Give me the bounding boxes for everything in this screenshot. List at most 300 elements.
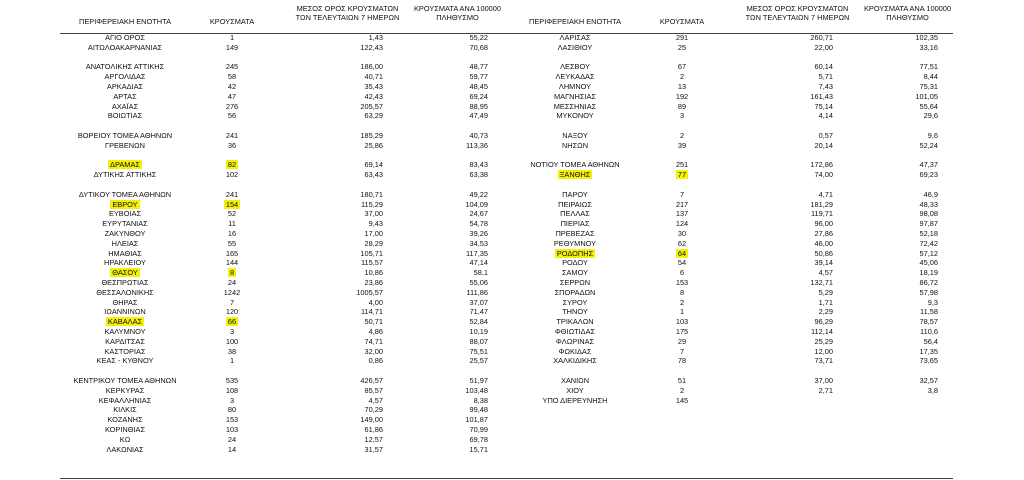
avg7-value-text: 96,29 [814, 317, 833, 327]
per100k-value [880, 170, 938, 179]
per100k-value [880, 239, 938, 248]
per100k-value [880, 62, 938, 71]
per100k-value-text: 78,57 [919, 317, 938, 327]
avg7-value [315, 170, 383, 179]
cases-value [652, 209, 712, 218]
cases-value [202, 337, 262, 346]
cases-value [652, 170, 712, 179]
per100k-value-text: 47,14 [469, 258, 488, 268]
avg7-value [315, 307, 383, 316]
avg7-value-text: 12,00 [814, 346, 833, 356]
cases-value [202, 288, 262, 297]
cases-value [202, 102, 262, 111]
per100k-value-text: 103,48 [465, 385, 488, 395]
table-row [60, 209, 510, 219]
per100k-value [880, 386, 938, 395]
avg7-value [315, 386, 383, 395]
region-name-text: ΘΗΡΑΣ [112, 297, 138, 307]
per100k-value-text: 3,8 [927, 385, 938, 395]
per100k-value [430, 386, 488, 395]
avg7-value-text: 7,43 [818, 82, 833, 91]
per100k-value [430, 258, 488, 267]
avg7-value [315, 356, 383, 365]
region-name-text: ΘΕΣΠΡΩΤΙΑΣ [101, 278, 149, 287]
cases-value [202, 356, 262, 365]
avg7-value-text: 4,86 [368, 327, 383, 336]
avg7-value [315, 209, 383, 218]
avg7-value-text: 60,14 [814, 62, 833, 72]
avg7-value-text: 74,71 [364, 336, 383, 346]
cases-value [202, 33, 262, 42]
per100k-value-text: 70,99 [469, 425, 488, 434]
table-row [60, 102, 510, 112]
region-name-text: ΒΟΡΕΙΟΥ ΤΟΜΕΑ ΑΘΗΝΩΝ [77, 131, 173, 140]
avg7-value [765, 307, 833, 316]
region-name-text: ΠΙΕΡΙΑΣ [560, 219, 590, 229]
region-name [60, 405, 190, 414]
cases-value-text: 42 [227, 82, 237, 91]
cases-value [202, 141, 262, 150]
cases-value [202, 415, 262, 424]
avg7-value-text: 20,14 [814, 140, 833, 150]
cases-value-text: 7 [679, 189, 685, 199]
avg7-value-text: 122,43 [360, 42, 383, 52]
per100k-value [430, 307, 488, 316]
region-name-text: ΚΩ [119, 434, 131, 444]
cases-value-text: 153 [675, 278, 689, 287]
cases-value [652, 376, 712, 385]
region-name-text: ΗΜΑΘΙΑΣ [108, 248, 142, 258]
table-row [60, 445, 510, 455]
per100k-value-text: 40,73 [469, 131, 488, 140]
avg7-value-text: 115,29 [360, 199, 383, 209]
avg7-value [315, 249, 383, 258]
cases-value-text: 103 [225, 425, 239, 434]
avg7-value-text: 260,71 [810, 33, 833, 42]
cases-value-text: 1 [229, 356, 235, 366]
region-name [510, 356, 640, 365]
header-avg7: ΜΕΣΟΣ ΟΡΟΣ ΚΡΟΥΣΜΑΤΩΝ ΤΩΝ ΤΕΛΕΥΤΑΙΩΝ 7 ΗΜΕΡΩΝ [745, 4, 850, 22]
region-name [510, 258, 640, 267]
cases-value-text: 39 [677, 140, 687, 150]
per100k-value [430, 435, 488, 444]
avg7-value-text: 149,00 [360, 415, 383, 425]
per100k-value-text: 52,84 [469, 317, 488, 327]
region-name [510, 141, 640, 150]
avg7-value-text: 39,14 [814, 258, 833, 268]
region-name [60, 190, 190, 199]
cases-value [202, 82, 262, 91]
cases-value-text: 62 [677, 238, 687, 248]
avg7-value [765, 219, 833, 228]
avg7-value [315, 92, 383, 101]
per100k-value-text: 75,51 [469, 346, 488, 356]
avg7-value-text: 161,43 [810, 91, 833, 101]
per100k-value-text: 24,67 [469, 209, 488, 219]
per100k-value [880, 376, 938, 385]
cases-value-text: 47 [227, 91, 237, 101]
avg7-value-text: 12,57 [364, 434, 383, 444]
cases-value [202, 190, 262, 199]
region-name-text: ΕΥΡΥΤΑΝΙΑΣ [102, 219, 148, 229]
table-row [60, 229, 510, 239]
per100k-value [880, 298, 938, 307]
avg7-value [765, 298, 833, 307]
region-name-text: ΝΗΣΩΝ [561, 140, 589, 150]
avg7-value [315, 102, 383, 111]
per100k-value [880, 92, 938, 101]
avg7-value-text: 172,86 [810, 160, 833, 170]
table-row [510, 258, 960, 268]
cases-value-text: 16 [227, 229, 237, 238]
cases-value [202, 200, 262, 209]
region-name-text: ΗΛΕΙΑΣ [111, 238, 139, 248]
cases-value [652, 386, 712, 395]
table-row [510, 62, 960, 72]
cases-value-text: 137 [675, 209, 689, 219]
per100k-value [430, 200, 488, 209]
avg7-value [315, 190, 383, 199]
per100k-value-text: 83,43 [469, 160, 488, 170]
table-row [60, 298, 510, 308]
per100k-value-text: 55,06 [469, 278, 488, 287]
table-row [60, 386, 510, 396]
per100k-value-text: 63,38 [469, 170, 488, 180]
per100k-value-text: 88,95 [469, 101, 488, 111]
region-name [510, 219, 640, 228]
avg7-value [315, 62, 383, 71]
region-name-text: ΣΠΟΡΑΔΩΝ [554, 287, 596, 297]
table-row [510, 386, 960, 396]
per100k-value-text: 10,19 [469, 327, 488, 336]
cases-value [652, 43, 712, 52]
avg7-value-text: 32,00 [364, 346, 383, 356]
table-row [60, 317, 510, 327]
region-name-text: ΛΑΚΩΝΙΑΣ [106, 444, 144, 454]
avg7-value [315, 376, 383, 385]
cases-value-text: 3 [229, 395, 235, 405]
table-row [60, 62, 510, 72]
per100k-value-text: 70,68 [469, 42, 488, 52]
avg7-value [765, 200, 833, 209]
avg7-value [315, 33, 383, 42]
avg7-value-text: 0,57 [818, 131, 833, 140]
table-row [60, 425, 510, 435]
cases-value [652, 317, 712, 326]
per100k-value-text: 97,87 [919, 219, 938, 229]
avg7-value-text: 115,57 [360, 258, 383, 268]
table-row [60, 72, 510, 82]
region-name-text: ΘΕΣΣΑΛΟΝΙΚΗΣ [96, 287, 154, 297]
per100k-value-text: 86,72 [919, 278, 938, 287]
avg7-value [765, 190, 833, 199]
region-name-text: ΛΑΡΙΣΑΣ [559, 33, 591, 42]
table-row [510, 278, 960, 288]
region-name [60, 249, 190, 258]
cases-value-text: 55 [227, 238, 237, 248]
region-name [60, 33, 190, 42]
cases-value-text: 1242 [223, 287, 241, 297]
per100k-value-text: 104,09 [465, 199, 488, 209]
per100k-value-text: 113,36 [465, 140, 488, 150]
region-name-text: ΜΑΓΝΗΣΙΑΣ [554, 91, 596, 101]
per100k-value-text: 39,26 [469, 229, 488, 238]
per100k-value [880, 288, 938, 297]
cases-value-text: 241 [225, 131, 239, 140]
cases-value-text: 13 [677, 82, 687, 91]
cases-value [652, 33, 712, 42]
per100k-value [880, 258, 938, 267]
table-row [510, 268, 960, 278]
region-name [60, 219, 190, 228]
per100k-value-text: 117,35 [465, 248, 488, 258]
per100k-value-text: 9,3 [927, 297, 938, 307]
per100k-value [430, 92, 488, 101]
table-row [510, 337, 960, 347]
region-name-text: ΤΗΝΟΥ [562, 307, 588, 317]
region-name [60, 386, 190, 395]
cases-value-text: 11 [228, 219, 236, 229]
avg7-value-text: 105,71 [360, 248, 383, 258]
region-name-text: ΣΑΜΟΥ [561, 268, 589, 278]
per100k-value-text: 57,12 [919, 248, 938, 258]
per100k-value-text: 52,18 [919, 229, 938, 238]
per100k-value-text: 52,24 [919, 140, 938, 150]
region-name [60, 141, 190, 150]
avg7-value-text: 1,71 [818, 297, 833, 307]
cases-value [652, 396, 712, 405]
region-name [510, 200, 640, 209]
cases-value-text: 291 [675, 33, 689, 42]
cases-value-text: 217 [675, 199, 689, 209]
region-name-text: ΣΥΡΟΥ [562, 297, 588, 307]
avg7-value-text: 9,43 [368, 219, 383, 229]
cases-value [202, 317, 262, 326]
per100k-value-text: 47,37 [919, 160, 938, 170]
table-row [60, 239, 510, 249]
region-name-text: ΔΥΤΙΚΟΥ ΤΟΜΕΑ ΑΘΗΝΩΝ [78, 189, 172, 199]
per100k-value-text: 17,35 [919, 346, 938, 356]
region-name [510, 278, 640, 287]
per100k-value [880, 337, 938, 346]
avg7-value-text: 73,71 [814, 356, 833, 366]
cases-value-text: 77 [677, 170, 687, 180]
region-name [60, 288, 190, 297]
cases-value [652, 131, 712, 140]
region-name [60, 160, 190, 169]
region-name [510, 327, 640, 336]
per100k-value [880, 111, 938, 120]
cases-value-text: 102 [225, 170, 239, 180]
avg7-value [315, 405, 383, 414]
avg7-value-text: 50,86 [814, 248, 833, 258]
per100k-value-text: 101,05 [915, 91, 938, 101]
avg7-value-text: 85,57 [364, 385, 383, 395]
per100k-value-text: 69,78 [469, 434, 488, 444]
per100k-value [430, 415, 488, 424]
cases-value [202, 425, 262, 434]
region-name-text: ΑΡΓΟΛΙΔΑΣ [104, 72, 146, 82]
region-name [510, 386, 640, 395]
per100k-value [430, 317, 488, 326]
region-name-text: ΡΕΘΥΜΝΟΥ [553, 238, 597, 248]
avg7-value [765, 288, 833, 297]
region-name [60, 62, 190, 71]
table-row [60, 405, 510, 415]
cases-value [202, 72, 262, 81]
avg7-value [315, 229, 383, 238]
per100k-value-text: 25,57 [469, 356, 488, 366]
per100k-value-text: 59,77 [469, 72, 488, 82]
avg7-value-text: 31,57 [364, 444, 383, 454]
per100k-value [880, 209, 938, 218]
cases-value [652, 268, 712, 277]
cases-value [202, 405, 262, 414]
region-name-text: ΜΕΣΣΗΝΙΑΣ [553, 101, 597, 111]
avg7-value [765, 258, 833, 267]
avg7-value [765, 376, 833, 385]
region-name [510, 131, 640, 140]
cases-value-text: 67 [677, 62, 687, 72]
cases-value [202, 160, 262, 169]
region-name [510, 170, 640, 179]
cases-value-text: 8 [679, 287, 685, 297]
table-row [60, 268, 510, 278]
per100k-value [430, 170, 488, 179]
region-name-text: ΛΗΜΝΟΥ [558, 82, 592, 91]
table-row [60, 415, 510, 425]
region-name [60, 92, 190, 101]
table-row [510, 327, 960, 337]
per100k-value-text: 11,58 [920, 307, 938, 317]
per100k-value [880, 82, 938, 91]
table-row [510, 396, 960, 406]
avg7-value [315, 43, 383, 52]
avg7-value [315, 337, 383, 346]
table-row [60, 435, 510, 445]
cases-value [652, 239, 712, 248]
region-name-text: ΚΕΦΑΛΛΗΝΙΑΣ [98, 395, 152, 405]
table-row [510, 43, 960, 53]
cases-value [652, 298, 712, 307]
region-name-text: ΚΕΑΣ - ΚΥΘΝΟΥ [96, 356, 154, 366]
table-row [60, 337, 510, 347]
avg7-value [765, 62, 833, 71]
avg7-value-text: 75,14 [814, 101, 833, 111]
per100k-value-text: 102,35 [915, 33, 938, 42]
region-name-text: ΠΑΡΟΥ [562, 189, 588, 199]
avg7-value-text: 5,29 [818, 287, 833, 297]
avg7-value-text: 1,43 [368, 33, 383, 42]
per100k-value [430, 337, 488, 346]
cases-value-text: 54 [677, 258, 687, 268]
per100k-value-text: 37,07 [469, 297, 488, 307]
region-name-text: ΑΝΑΤΟΛΙΚΗΣ ΑΤΤΙΚΗΣ [85, 62, 165, 72]
per100k-value [880, 43, 938, 52]
per100k-value [430, 239, 488, 248]
avg7-value-text: 35,43 [364, 82, 383, 91]
per100k-value-text: 58,1 [473, 268, 488, 278]
region-name [60, 131, 190, 140]
per100k-value [430, 190, 488, 199]
cases-value [652, 327, 712, 336]
per100k-value-text: 99,48 [469, 405, 488, 415]
cases-value [202, 62, 262, 71]
region-name-text: ΚΟΖΑΝΗΣ [107, 415, 143, 425]
region-name [60, 102, 190, 111]
region-name-text: ΗΡΑΚΛΕΙΟΥ [104, 258, 146, 268]
per100k-value [430, 33, 488, 42]
per100k-value [880, 317, 938, 326]
cases-value [202, 376, 262, 385]
table-row [60, 33, 510, 43]
avg7-value-text: 185,29 [360, 131, 383, 140]
table-row [510, 249, 960, 259]
cases-value-text: 192 [675, 91, 689, 101]
table-row [60, 249, 510, 259]
avg7-value [315, 396, 383, 405]
avg7-value [765, 229, 833, 238]
per100k-value [880, 327, 938, 336]
avg7-value-text: 17,00 [364, 229, 383, 238]
cases-value [652, 288, 712, 297]
cases-value-text: 251 [675, 160, 689, 170]
region-name-text: ΚΑΡΔΙΤΣΑΣ [105, 336, 145, 346]
table-row [510, 102, 960, 112]
region-name-text: ΡΟΔΟΠΗΣ [556, 248, 594, 258]
avg7-value-text: 181,29 [810, 199, 833, 209]
table-row [60, 82, 510, 92]
per100k-value-text: 73,65 [919, 356, 938, 366]
region-name [510, 396, 640, 405]
region-name [60, 268, 190, 277]
cases-value-text: 153 [225, 415, 239, 425]
table-row [60, 288, 510, 298]
avg7-value-text: 5,71 [818, 72, 833, 82]
avg7-value [315, 239, 383, 248]
avg7-value [315, 278, 383, 287]
table-row [510, 219, 960, 229]
cases-value [652, 219, 712, 228]
region-name [510, 307, 640, 316]
avg7-value [315, 425, 383, 434]
per100k-value [430, 396, 488, 405]
region-name-text: ΑΡΤΑΣ [113, 91, 137, 101]
region-name [60, 72, 190, 81]
cases-value [652, 102, 712, 111]
cases-value [202, 219, 262, 228]
avg7-value-text: 114,71 [360, 307, 383, 317]
per100k-value [880, 249, 938, 258]
avg7-value-text: 4,00 [368, 297, 383, 307]
region-name-text: ΑΧΑΪΑΣ [111, 101, 139, 111]
region-name-text: ΔΥΤΙΚΗΣ ΑΤΤΙΚΗΣ [93, 170, 157, 180]
region-name [60, 82, 190, 91]
region-name-text: ΜΥΚΟΝΟΥ [556, 111, 594, 121]
region-name [60, 307, 190, 316]
avg7-value-text: 2,71 [818, 385, 833, 395]
per100k-value [430, 111, 488, 120]
avg7-value [315, 347, 383, 356]
per100k-value [880, 33, 938, 42]
region-name-text: ΡΟΔΟΥ [562, 258, 588, 268]
cases-value-text: 2 [679, 385, 685, 395]
avg7-value [765, 327, 833, 336]
region-name [510, 298, 640, 307]
per100k-value-text: 111,86 [466, 287, 488, 297]
avg7-value-text: 4,14 [818, 111, 833, 121]
cases-value [202, 347, 262, 356]
